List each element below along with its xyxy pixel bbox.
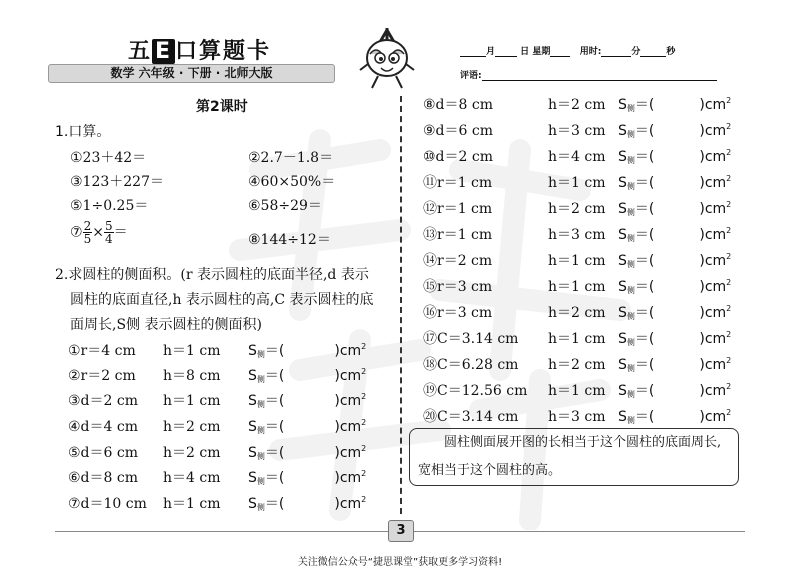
lateral-area-answer [248,419,366,435]
s-subscript: 侧 [626,260,635,269]
unit-superscript: 2 [726,356,732,365]
equals-paren: ＝( [634,149,655,165]
equals-paren: ＝( [634,201,655,217]
q2-instruction-line-3: 面周长,S侧 表示圆柱的侧面积) [70,317,262,333]
s-subscript: 侧 [626,364,635,373]
height-value: h＝2 cm [548,201,606,217]
s-symbol: S [248,393,257,409]
equals-paren: ＝( [634,331,655,347]
unit-superscript: 2 [726,382,732,391]
q2-item-row [68,442,366,462]
given-value: ⑳C＝3.14 cm [423,409,519,425]
s-symbol: S [618,97,627,113]
unit-superscript: 2 [726,408,732,417]
times-sign: × [92,224,104,241]
height-value: h＝1 cm [163,343,221,359]
unit-superscript: 2 [726,226,732,235]
equals-paren: ＝( [634,123,655,139]
unit-cm: )cm [699,149,727,165]
lateral-area-answer [248,343,366,359]
s-subscript: 侧 [626,234,635,243]
q2-item-row [423,354,731,374]
unit-superscript: 2 [726,252,732,261]
q1-item-4: ④60×50%＝ [248,174,336,190]
brand-title [128,34,271,65]
equals-paren: ＝( [634,253,655,269]
s-subscript: 侧 [256,350,265,359]
lateral-area-answer [248,496,366,512]
q2-item-row [423,224,731,244]
equals-paren: ＝( [264,445,285,461]
unit-cm: )cm [334,368,362,384]
height-value: h＝1 cm [548,253,606,269]
fraction-numerator: 5 [104,219,113,233]
equals-paren: ＝( [634,409,655,425]
height-value: h＝8 cm [163,368,221,384]
unit-cm: )cm [334,496,362,512]
q1-item-7 [70,220,128,245]
unit-cm: )cm [699,123,727,139]
unit-cm: )cm [334,445,362,461]
unit-superscript: 2 [361,469,367,478]
weekday-label: 星期 [532,47,551,57]
month-blank[interactable] [460,47,486,57]
fraction-denominator: 4 [104,232,113,246]
q2-item-row [423,276,731,296]
given-value: ⑪r＝1 cm [423,175,493,191]
height-value: h＝4 cm [163,470,221,486]
equals-paren: ＝( [634,383,655,399]
q2-item-row [423,94,731,114]
s-subscript: 侧 [626,390,635,399]
s-symbol: S [618,175,627,191]
column-divider [400,96,402,514]
height-value: h＝2 cm [548,305,606,321]
equals-paren: ＝( [634,357,655,373]
q2-item-row [68,365,366,385]
equals-paren: ＝( [264,470,285,486]
height-value: h＝2 cm [548,97,606,113]
unit-cm: )cm [699,279,727,295]
height-value: h＝1 cm [548,175,606,191]
s-symbol: S [248,496,257,512]
unit-cm: )cm [699,357,727,373]
s-subscript: 侧 [256,400,265,409]
q2-item-row [423,406,731,426]
given-value: ⑲C＝12.56 cm [423,383,528,399]
s-subscript: 侧 [626,182,635,191]
s-subscript: 侧 [626,286,635,295]
second-label: 秒 [666,47,676,57]
equals-paren: ＝( [264,393,285,409]
unit-superscript: 2 [726,148,732,157]
fraction-numerator: 2 [83,219,92,233]
fraction-denominator: 5 [83,232,92,246]
q2-item-row [423,302,731,322]
lateral-area-answer [618,279,731,295]
fraction-5-4 [104,220,114,245]
q2-item-row [68,467,366,487]
height-value: h＝1 cm [548,279,606,295]
given-value: ①r＝4 cm [68,343,136,359]
height-value: h＝1 cm [548,331,606,347]
height-value: h＝2 cm [163,419,221,435]
comment-row [460,68,717,81]
q1-item-2: ②2.7－1.8＝ [248,150,334,166]
equals-paren: ＝( [634,175,655,191]
given-value: ⑦d＝10 cm [68,496,147,512]
s-symbol: S [618,331,627,347]
lateral-area-answer [248,470,366,486]
given-value: ⑤d＝6 cm [68,445,138,461]
lateral-area-answer [618,253,731,269]
q1-item-6: ⑥58÷29＝ [248,198,322,214]
q1-item-7-number: ⑦ [70,224,83,241]
given-value: ⑱C＝6.28 cm [423,357,519,373]
s-subscript: 侧 [256,503,265,512]
minute-label: 分 [631,47,641,57]
height-value: h＝3 cm [548,227,606,243]
lateral-area-answer [618,201,731,217]
q2-instruction-line-1: 2.求圆柱的侧面积。(r 表示圆柱的底面半径,d 表示 [55,267,369,283]
unit-cm: )cm [699,331,727,347]
unit-cm: )cm [699,175,727,191]
s-symbol: S [618,201,627,217]
s-symbol: S [248,368,257,384]
month-label: 月 [486,47,496,57]
lateral-area-answer [618,357,731,373]
given-value: ④d＝4 cm [68,419,138,435]
lateral-area-answer [618,97,731,113]
equals-paren: ＝( [264,368,285,384]
unit-cm: )cm [699,409,727,425]
equals-paren: ＝( [264,419,285,435]
q2-item-row [423,250,731,270]
s-symbol: S [618,227,627,243]
height-value: h＝3 cm [548,123,606,139]
s-subscript: 侧 [626,156,635,165]
q2-instruction-line-2: 圆柱的底面直径,h 表示圆柱的高,C 表示圆柱的底 [70,292,374,308]
equals-paren: ＝( [264,496,285,512]
brand-prefix: 五 [128,39,153,64]
s-subscript: 侧 [256,426,265,435]
s-symbol: S [618,279,627,295]
q2-item-row [423,146,731,166]
date-time-row [460,44,675,57]
brand-suffix: 口算题卡 [175,39,272,64]
s-subscript: 侧 [626,208,635,217]
q1-item-1: ①23＋42＝ [70,150,147,166]
s-subscript: 侧 [626,312,635,321]
unit-superscript: 2 [726,96,732,105]
seconds-blank[interactable] [640,47,666,57]
footer-text: 关注微信公众号“捷思课堂”获取更多学习资料! [297,557,503,568]
q1-item-8: ⑧144÷12＝ [248,232,331,248]
s-subscript: 侧 [626,130,635,139]
lateral-area-answer [618,331,731,347]
given-value: ⑮r＝3 cm [423,279,493,295]
q1-item-5: ⑤1÷0.25＝ [70,198,149,214]
given-value: ⑧d＝8 cm [423,97,493,113]
s-symbol: S [248,419,257,435]
s-subscript: 侧 [626,338,635,347]
lateral-area-answer [618,383,731,399]
unit-superscript: 2 [726,174,732,183]
given-value: ⑩d＝2 cm [423,149,493,165]
unit-cm: )cm [699,383,727,399]
unit-superscript: 2 [361,495,367,504]
minutes-blank[interactable] [601,47,631,57]
lateral-area-answer [618,409,731,425]
s-symbol: S [618,357,627,373]
brand-e-logo: E [152,39,175,64]
q1-item-3: ③123＋227＝ [70,174,164,190]
unit-cm: )cm [334,343,362,359]
comment-label: 评语: [460,71,482,81]
unit-cm: )cm [334,419,362,435]
unit-superscript: 2 [361,418,367,427]
equals-sign: ＝ [113,224,128,241]
lateral-area-answer [618,123,731,139]
unit-superscript: 2 [361,342,367,351]
q2-item-row [68,416,366,436]
s-subscript: 侧 [626,416,635,425]
height-value: h＝1 cm [548,383,606,399]
comment-blank[interactable] [482,71,717,81]
given-value: ⑨d＝6 cm [423,123,493,139]
given-value: ⑬r＝1 cm [423,227,493,243]
given-value: ②r＝2 cm [68,368,136,384]
s-subscript: 侧 [256,375,265,384]
q2-item-row [68,493,366,513]
time-label: 用时: [579,47,602,57]
s-subscript: 侧 [256,477,265,486]
equals-paren: ＝( [634,227,655,243]
unit-superscript: 2 [361,444,367,453]
s-symbol: S [248,343,257,359]
height-value: h＝3 cm [548,409,606,425]
mascot-icon [356,24,418,94]
s-symbol: S [618,123,627,139]
lateral-area-answer [618,149,731,165]
lesson-title: 第2课时 [196,99,248,115]
day-blank[interactable] [495,47,517,57]
given-value: ⑫r＝1 cm [423,201,493,217]
unit-cm: )cm [334,393,362,409]
unit-superscript: 2 [726,200,732,209]
page-number: 3 [388,520,414,542]
q2-item-row [423,198,731,218]
equals-paren: ＝( [634,279,655,295]
unit-cm: )cm [334,470,362,486]
q2-item-row [423,120,731,140]
given-value: ⑭r＝2 cm [423,253,493,269]
unit-cm: )cm [699,253,727,269]
height-value: h＝4 cm [548,149,606,165]
lateral-area-answer [248,445,366,461]
height-value: h＝2 cm [548,357,606,373]
subject-banner: 数学 六年级 · 下册 · 北师大版 [48,64,335,83]
day-label: 日 [520,47,530,57]
q2-item-row [423,172,731,192]
q1-label: 1.口算。 [55,124,111,140]
q2-item-row [423,380,731,400]
height-value: h＝1 cm [163,496,221,512]
unit-superscript: 2 [726,330,732,339]
unit-superscript: 2 [361,367,367,376]
given-value: ⑥d＝8 cm [68,470,138,486]
s-symbol: S [248,445,257,461]
unit-cm: )cm [699,97,727,113]
lateral-area-answer [248,393,366,409]
s-subscript: 侧 [256,452,265,461]
given-value: ⑰C＝3.14 cm [423,331,519,347]
s-symbol: S [248,470,257,486]
s-symbol: S [618,253,627,269]
lateral-area-answer [618,227,731,243]
weekday-blank[interactable] [550,47,570,57]
unit-superscript: 2 [361,392,367,401]
equals-paren: ＝( [264,343,285,359]
equals-paren: ＝( [634,305,655,321]
unit-cm: )cm [699,227,727,243]
unit-superscript: 2 [726,278,732,287]
equals-paren: ＝( [634,97,655,113]
lateral-area-answer [618,175,731,191]
s-symbol: S [618,409,627,425]
q2-item-row [68,390,366,410]
s-subscript: 侧 [626,104,635,113]
s-symbol: S [618,305,627,321]
q2-item-row [423,328,731,348]
q2-item-row [68,340,366,360]
lateral-area-answer [248,368,366,384]
height-value: h＝2 cm [163,445,221,461]
given-value: ⑯r＝3 cm [423,305,493,321]
given-value: ③d＝2 cm [68,393,138,409]
tip-box: 圆柱侧面展开图的长相当于这个圆柱的底面周长,宽相当于这个圆柱的高。 [409,428,739,486]
unit-cm: )cm [699,305,727,321]
unit-superscript: 2 [726,122,732,131]
s-symbol: S [618,149,627,165]
fraction-2-5 [83,220,93,245]
height-value: h＝1 cm [163,393,221,409]
s-symbol: S [618,383,627,399]
lateral-area-answer [618,305,731,321]
unit-cm: )cm [699,201,727,217]
unit-superscript: 2 [726,304,732,313]
